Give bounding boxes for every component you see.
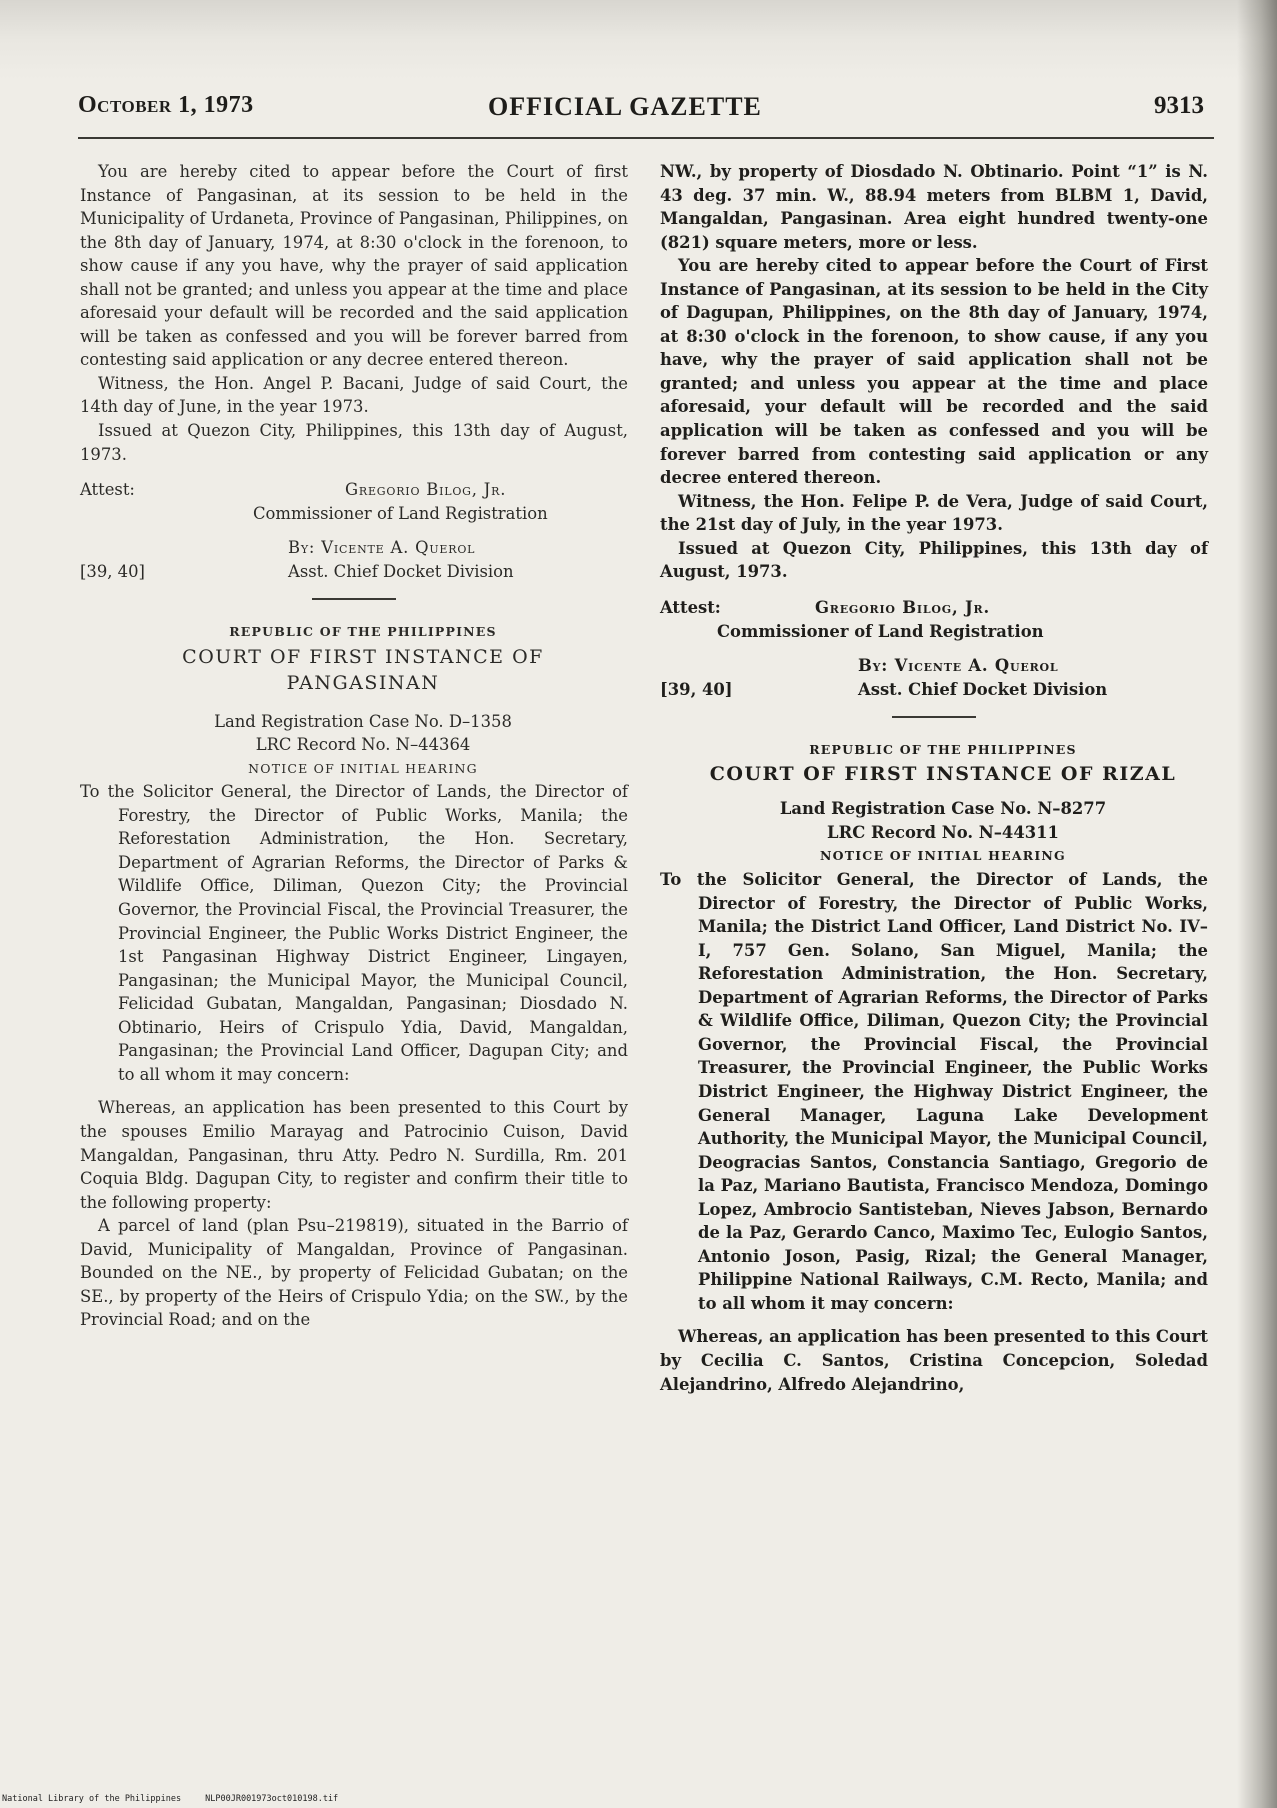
footer-file-id: NLP00JR001973oct010198.tif bbox=[205, 1794, 339, 1804]
footer-library: National Library of the Philippines bbox=[2, 1794, 182, 1804]
header-rule bbox=[78, 137, 1214, 139]
left-addressee-list: To the Solicitor General, the Director of Lands, the Director of Forestry, the Director of Public Works, Manila; the Reforestation Administration, the Hon. Secretary, Department of Agrarian Reforms, the Director of Parks & Wildlife Office, Diliman, Quezon City; the Provincial Governor, the Provincial Fiscal, the Provincial Treasurer, the Provincial Engineer, the Public Works District Engineer, the 1st Pangasinan Highway District Engineer, Lingayen, Pangasinan; the Municipal Mayor, the Municipal Council, Felicidad Gubatan, Mangaldan, Pangasinan; Diosdado N. Obtinario, Heirs of Crispulo Ydia, David, Mangaldan, Pangasinan; the Provincial Land Officer, Dagupan City; and to all whom it may concern: bbox=[80, 782, 628, 1084]
left-paragraph-parcel: A parcel of land (plan Psu–219819), situated in the Barrio of David, Municipality of Mangaldan, Province of Pangasinan. Bounded on the NE., by property of Felicidad Gubatan; on the SE., by property of the Heirs of Crispulo Ydia; on the SW., by the Provincial Road; and on the bbox=[80, 1216, 628, 1330]
left-lrc-record: LRC Record No. N–44364 bbox=[255, 735, 471, 755]
right-commissioner-name: Gregorio Bilog, Jr. bbox=[815, 597, 991, 617]
left-commissioner-title: Commissioner of Land Registration bbox=[253, 504, 548, 524]
right-column bbox=[660, 160, 1208, 1396]
right-addressee-list: To the Solicitor General, the Director of Lands, the Director of Forestry, the Director of Public Works, Manila; the District Land Officer, Land District No. IV–I, 757 Gen. Solano, San Miguel, Manila; the Reforestation Administration, the Hon. Secretary, Department of Agrarian Reforms, the Director of Parks & Wildlife Office, Diliman, Quezon City; the Provincial Governor, the Provincial Fiscal, the Provincial Treasurer, the Provincial Engineer, the Public Works District Engineer, the Highway District Engineer, the General Manager, Laguna Lake Development Authority, the Municipal Mayor, the Municipal Council, Deogracias Santos, Constancia Santiago, Gregorio de la Paz, Mariano Bautista, Francisco Mendoza, Domingo Lopez, Ambrocio Santisteban, Nieves Jabson, Bernardo de la Paz, Gerardo Canco, Maximo Tec, Eulogio Santos, Antonio Joson, Pasig, Rizal; the General Manager, Philippine National Railways, C.M. Recto, Manila; and to all whom it may concern: bbox=[660, 870, 1208, 1313]
scan-footer bbox=[2, 1794, 338, 1804]
right-docket-line bbox=[660, 678, 1208, 702]
left-addressees bbox=[80, 780, 628, 1086]
left-court-heading-1: COURT OF FIRST INSTANCE OF bbox=[182, 645, 544, 668]
right-attest-line bbox=[660, 596, 1208, 620]
right-commissioner-title: Commissioner of Land Registration bbox=[717, 621, 1044, 641]
right-paragraph-citation: You are hereby cited to appear before the Court of First Instance of Pangasinan, at its session to be held in the City of Dagupan, Philippines, on the 8th day of January, 1974, at 8:30 o'clock in the forenoon, to show cause, if any you have, why the prayer of said application shall not be granted; and unless you appear at the time and place aforesaid, your default will be recorded and the said application will be taken as confessed and you will be forever barred from contesting said application or any decree entered thereon. bbox=[660, 256, 1208, 488]
page-header bbox=[78, 92, 1204, 126]
right-paragraph-boundary: NW., by property of Diosdado N. Obtinario. Point “1” is N. 43 deg. 37 min. W., 88.94 meters from BLBM 1, David, Mangaldan, Pangasinan. Area eight hundred twenty-one (821) square meters, more or less. bbox=[660, 162, 1208, 252]
right-by-name: By: Vicente A. Querol bbox=[858, 655, 1059, 675]
right-commissioner-line bbox=[660, 620, 1208, 644]
right-lrc-record: LRC Record No. N–44311 bbox=[827, 822, 1059, 842]
left-attest-label: Attest: bbox=[80, 480, 135, 500]
header-title: OFFICIAL GAZETTE bbox=[488, 92, 762, 121]
left-republic-heading: REPUBLIC OF THE PHILIPPINES bbox=[229, 624, 497, 640]
right-ref-number: [39, 40] bbox=[660, 679, 733, 699]
right-notice-heading: NOTICE OF INITIAL HEARING bbox=[820, 848, 1066, 864]
left-case-number: Land Registration Case No. D–1358 bbox=[214, 711, 512, 731]
header-date: October 1, 1973 bbox=[78, 92, 254, 118]
left-paragraph-application: Whereas, an application has been presented to this Court by the spouses Emilio Marayag and Patrocinio Cuison, David Mangaldan, Pangasinan, thru Atty. Pedro N. Surdilla, Rm. 201 Coquia Bldg. Dagupan City, to register and confirm their title to the following property: bbox=[80, 1098, 628, 1212]
left-notice-heading: NOTICE OF INITIAL HEARING bbox=[248, 760, 478, 776]
header-page-number: 9313 bbox=[1154, 92, 1204, 119]
left-by-name: By: Vicente A. Querol bbox=[288, 538, 476, 558]
left-column bbox=[80, 160, 628, 1332]
left-attest-line bbox=[80, 478, 628, 502]
right-docket-title: Asst. Chief Docket Division bbox=[858, 679, 1108, 699]
right-republic-heading: REPUBLIC OF THE PHILIPPINES bbox=[809, 741, 1077, 757]
left-by-line bbox=[80, 536, 628, 560]
left-court-heading-2: PANGASINAN bbox=[286, 671, 440, 694]
left-paragraph-issued: Issued at Quezon City, Philippines, this 13th day of August, 1973. bbox=[80, 421, 628, 464]
right-paragraph-witness: Witness, the Hon. Felipe P. de Vera, Judge of said Court, the 21st day of July, in the year 1973. bbox=[660, 491, 1208, 535]
right-by-line bbox=[660, 654, 1208, 678]
right-attest-label: Attest: bbox=[660, 597, 721, 617]
left-commissioner-line bbox=[80, 502, 628, 526]
left-paragraph-witness: Witness, the Hon. Angel P. Bacani, Judge of said Court, the 14th day of June, in the year 1973. bbox=[80, 373, 628, 417]
right-case-number: Land Registration Case No. N–8277 bbox=[779, 799, 1107, 819]
right-section-divider bbox=[892, 716, 976, 718]
left-section-divider bbox=[312, 598, 396, 600]
left-ref-number: [39, 40] bbox=[80, 562, 145, 582]
right-paragraph-issued: Issued at Quezon City, Philippines, this 13th day of August, 1973. bbox=[660, 538, 1208, 582]
right-addressees bbox=[660, 868, 1208, 1315]
right-court-heading: COURT OF FIRST INSTANCE OF RIZAL bbox=[709, 763, 1177, 786]
left-paragraph-citation: You are hereby cited to appear before the Court of first Instance of Pangasinan, at its session to be held in the Municipality of Urdaneta, Province of Pangasinan, Philippines, on the 8th day of January, 1974, at 8:30 o'clock in the forenoon, to show cause if any you have, why the prayer of said application shall not be granted; and unless you appear at the time and place aforesaid your default will be recorded and the said application will be taken as confessed and you will be forever barred from contesting said application or any decree entered thereon. bbox=[80, 162, 628, 370]
page-edge-shadow bbox=[1237, 0, 1277, 1808]
right-paragraph-application: Whereas, an application has been presented to this Court by Cecilia C. Santos, Cristina Concepcion, Soledad Alejandrino, Alfredo Alejandrino, bbox=[660, 1327, 1208, 1394]
left-docket-title: Asst. Chief Docket Division bbox=[288, 562, 514, 582]
left-docket-line bbox=[80, 560, 628, 584]
left-commissioner-name: Gregorio Bilog, Jr. bbox=[345, 480, 507, 500]
